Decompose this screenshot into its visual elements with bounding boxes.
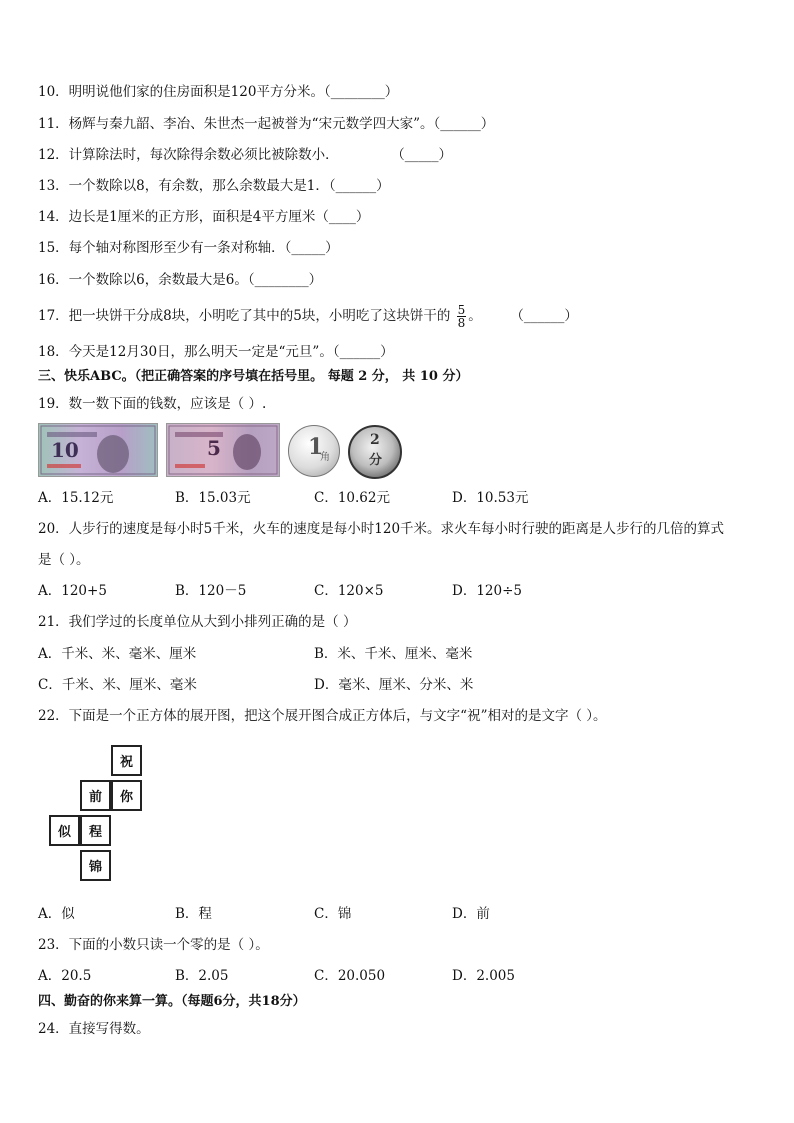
q20-option-b: B．120－5 (175, 583, 247, 599)
question-11: 11．杨辉与秦九韶、李冶、朱世杰一起被誉为“宋元数学四大家”。（______） (38, 116, 495, 132)
net-cell-cheng: 程 (80, 815, 111, 846)
fraction (457, 304, 467, 329)
five-yuan-bill-art (167, 424, 279, 476)
section-3-heading: 三、快乐ABC。（把正确答案的序号填在括号里。 每题 2 分， 共 10 分） (38, 369, 469, 384)
q21-option-b: B．米、千米、厘米、毫米 (314, 646, 473, 662)
net-cell-zhu: 祝 (111, 745, 142, 776)
q19-option-c: C．10.62元 (314, 490, 390, 506)
question-20-line-1: 20．人步行的速度是每小时5千米，火车的速度是每小时120千米。求火车每小时行驶的距离是人步行的几倍的算式 (38, 521, 725, 537)
q22-option-c: C．锦 (314, 906, 352, 922)
question-12-blank: （_____） (391, 147, 453, 163)
question-22: 22．下面是一个正方体的展开图，把这个展开图合成正方体后，与文字“祝”相对的是文字（ ）。 (38, 708, 607, 724)
question-15: 15．每个轴对称图形至少有一条对称轴．（_____） (38, 240, 339, 256)
q20-option-d: D．120÷5 (452, 583, 522, 599)
q21-option-a: A．千米、米、毫米、厘米 (38, 646, 197, 662)
net-cell-si: 似 (49, 815, 80, 846)
one-jiao-coin (288, 425, 340, 477)
q21-option-c: C．千米、米、厘米、毫米 (38, 677, 197, 693)
question-12-text: 12．计算除法时，每次除得余数必须比被除数小． (38, 147, 339, 163)
five-yuan-bill (166, 423, 280, 477)
question-13: 13．一个数除以8，有余数，那么余数最大是1．（______） (38, 178, 390, 194)
five-yuan-value: 5 (207, 436, 221, 460)
one-jiao-value: 1 (308, 434, 324, 460)
question-17 (38, 303, 578, 329)
question-20-line-2: 是（ ）。 (38, 552, 90, 568)
q19-option-b: B．15.03元 (175, 490, 251, 506)
cube-net-diagram (45, 745, 155, 885)
question-14: 14．边长是1厘米的正方形，面积是4平方厘米（____） (38, 209, 370, 225)
question-10: 10．明明说他们家的住房面积是120平方分米。（________） (38, 84, 399, 100)
q20-option-a: A．120+5 (38, 583, 107, 599)
q22-option-b: B．程 (175, 906, 212, 922)
two-fen-unit: 分 (369, 453, 383, 468)
one-jiao-unit: 角 (320, 452, 330, 463)
question-17-text: 17．把一块饼干分成8块，小明吃了其中的5块，小明吃了这块饼干的 (38, 308, 451, 324)
question-18: 18．今天是12月30日，那么明天一定是“元旦”。（______） (38, 344, 394, 360)
q23-option-c: C．20.050 (314, 968, 386, 984)
question-24: 24．直接写得数。 (38, 1021, 150, 1037)
question-17-period: 。 (468, 308, 482, 324)
q23-option-a: A．20.5 (38, 968, 92, 984)
q22-option-a: A．似 (38, 906, 75, 922)
net-cell-jin: 锦 (80, 850, 111, 881)
question-23: 23．下面的小数只读一个零的是（ ）。 (38, 937, 269, 953)
question-12 (38, 146, 452, 164)
question-17-blank: （______） (510, 308, 578, 324)
fraction-denominator: 8 (457, 316, 466, 330)
q20-option-c: C．120×5 (314, 583, 384, 599)
q19-option-d: D．10.53元 (452, 490, 529, 506)
q23-option-d: D．2.005 (452, 968, 515, 984)
fraction-numerator: 5 (457, 303, 466, 317)
q23-option-b: B．2.05 (175, 968, 229, 984)
net-cell-ni: 你 (111, 780, 142, 811)
question-21: 21．我们学过的长度单位从大到小排列正确的是（ ） (38, 614, 357, 630)
ten-yuan-value: 10 (51, 438, 79, 462)
net-cell-qian: 前 (80, 780, 111, 811)
ten-yuan-bill (38, 423, 158, 477)
two-fen-coin (348, 425, 402, 479)
q21-option-d: D．毫米、厘米、分米、米 (314, 677, 474, 693)
question-19: 19．数一数下面的钱数，应该是（ ）. (38, 396, 267, 412)
q19-option-a: A．15.12元 (38, 490, 114, 506)
q22-option-d: D．前 (452, 906, 490, 922)
section-4-heading: 四、勤奋的你来算一算。（每题6分，共18分） (38, 994, 306, 1009)
two-fen-value: 2 (370, 432, 380, 448)
question-16: 16．一个数除以6，余数最大是6。（________） (38, 272, 323, 288)
